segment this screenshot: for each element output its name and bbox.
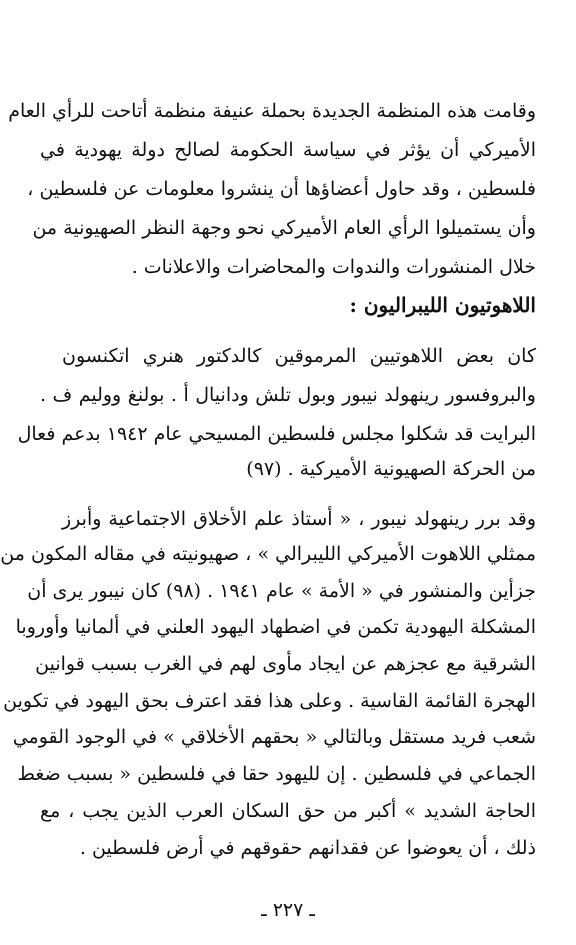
paragraph-1-line-2: الأميركي أن يؤثر في سياسة الحكومة لصالح دولة يهودية في <box>40 139 536 161</box>
page-number: ـ ٢٢٧ ـ <box>261 899 315 921</box>
paragraph-1-line-1: وقامت هذه المنظمة الجديدة بحملة عنيفة منظمة أتاحت للرأي العام <box>8 100 536 122</box>
paragraph-3-line-1: وقد برر رينهولد نيبور ، « أستاذ علم الأخلاق الاجتماعية وأبرز <box>62 508 536 530</box>
paragraph-2-line-4: من الحركة الصهيونية الأميركية . (٩٧) <box>246 458 536 480</box>
paragraph-3-line-7: شعب فريد مستقل وبالتالي « بحقهم الأخلاقي » في الوجود القومي <box>12 726 536 748</box>
paragraph-3-line-4: المشكلة اليهودية تكمن في اضطهاد اليهود العلني في ألمانيا وأوروبا <box>15 616 536 638</box>
paragraph-1-line-5: خلال المنشورات والندوات والمحاضرات والاعلانات . <box>131 256 536 278</box>
paragraph-3-line-6: الهجرة القائمة القاسية . وعلى هذا فقد اعترف بحق اليهود في تكوين <box>3 690 536 712</box>
paragraph-3-line-8: الجماعي في فلسطين . إن لليهود حقا في فلسطين « بسبب ضغط <box>17 763 536 785</box>
paragraph-2-line-1: كان بعض اللاهوتيين المرموقين كالدكتور هنري اتكنسون <box>62 345 536 367</box>
paragraph-2-line-3: البرايت قد شكلوا مجلس فلسطين المسيحي عام ١٩٤٢ بدعم فعال <box>17 423 536 445</box>
section-heading: اللاهوتيون الليبراليون : <box>349 293 536 317</box>
paragraph-1-line-3: فلسطين ، وقد حاول أعضاؤها أن ينشروا معلومات عن فلسطين ، <box>27 178 536 200</box>
paragraph-3-line-9: الحاجة الشديد » أكبر من حق السكان العرب الذين يجب ، مع <box>40 800 536 822</box>
paragraph-3-line-10: ذلك ، أن يعوضوا عن فقدانهم حقوقهم في أرض فلسطين . <box>79 837 536 859</box>
paragraph-2-line-2: والبروفسور رينهولد نيبور وبول تلش ودانيال أ . بولنغ ووليم ف . <box>40 384 536 406</box>
paragraph-3-line-2: ممثلي اللاهوت الأميركي الليبرالي » ، صهيونيته في مقاله المكون من <box>0 543 536 565</box>
paragraph-1-line-4: وأن يستميلوا الرأي العام الأميركي نحو وجهة النظر الصهيونية من <box>32 217 536 239</box>
paragraph-3-line-3: جزأين والمنشور في « الأمة » عام ١٩٤١ . (٩٨) كان نيبور يرى أن <box>27 580 536 602</box>
paragraph-3-line-5: الشرقية مع عجزهم عن ايجاد مأوى لهم في الغرب بسبب قوانين <box>35 653 536 675</box>
